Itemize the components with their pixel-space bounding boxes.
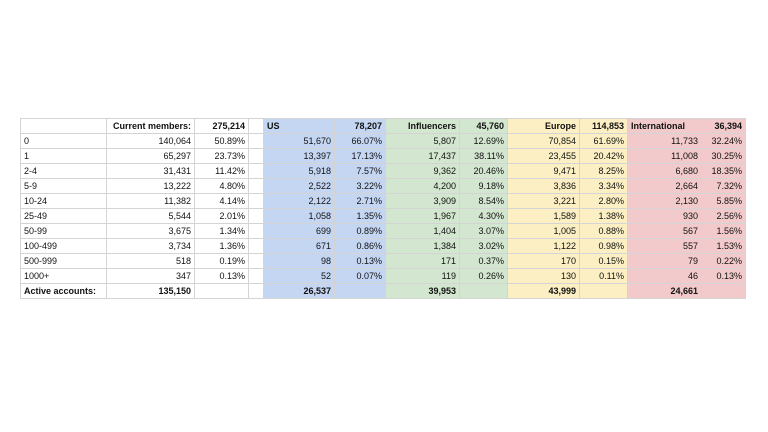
us-active[interactable]: 26,537	[264, 284, 335, 299]
international-label[interactable]: International	[628, 119, 702, 134]
influencers-count-cell[interactable]: 3,909	[386, 194, 460, 209]
us-pct-cell[interactable]: 66.07%	[335, 134, 386, 149]
influencers-count-cell[interactable]: 171	[386, 254, 460, 269]
influencers-count-cell[interactable]: 1,384	[386, 239, 460, 254]
spacer-cell[interactable]	[249, 254, 264, 269]
all-pct-cell[interactable]: 0.13%	[195, 269, 249, 284]
international-pct-cell[interactable]: 30.25%	[702, 149, 746, 164]
europe-active[interactable]: 43,999	[508, 284, 580, 299]
all-pct-cell[interactable]: 1.36%	[195, 239, 249, 254]
all-pct-cell[interactable]: 11.42%	[195, 164, 249, 179]
us-pct-cell[interactable]: 3.22%	[335, 179, 386, 194]
europe-pct-cell[interactable]: 8.25%	[580, 164, 628, 179]
europe-count-cell[interactable]: 170	[508, 254, 580, 269]
table-row	[21, 149, 746, 164]
europe-count-cell[interactable]: 1,122	[508, 239, 580, 254]
international-pct-cell[interactable]: 1.56%	[702, 224, 746, 239]
europe-pct-cell[interactable]: 1.38%	[580, 209, 628, 224]
us-count-cell[interactable]: 13,397	[264, 149, 335, 164]
bucket-cell[interactable]: 1000+	[21, 269, 107, 284]
footer-row	[21, 284, 746, 299]
europe-pct-cell[interactable]: 3.34%	[580, 179, 628, 194]
us-count-cell[interactable]: 2,122	[264, 194, 335, 209]
europe-count-cell[interactable]: 9,471	[508, 164, 580, 179]
all-count-cell[interactable]: 13,222	[107, 179, 195, 194]
table-row	[21, 194, 746, 209]
europe-count-cell[interactable]: 130	[508, 269, 580, 284]
international-active[interactable]: 24,661	[628, 284, 702, 299]
international-count-cell[interactable]: 930	[628, 209, 702, 224]
all-pct-cell[interactable]: 1.34%	[195, 224, 249, 239]
influencers-pct-cell[interactable]: 3.02%	[460, 239, 508, 254]
active-accounts-label[interactable]: Active accounts:	[21, 284, 107, 299]
header-row	[21, 119, 746, 134]
all-pct-cell[interactable]: 4.14%	[195, 194, 249, 209]
influencers-pct-cell[interactable]: 4.30%	[460, 209, 508, 224]
all-count-cell[interactable]: 3,734	[107, 239, 195, 254]
europe-count-cell[interactable]: 1,589	[508, 209, 580, 224]
influencers-total[interactable]: 45,760	[460, 119, 508, 134]
all-pct-cell[interactable]: 50.89%	[195, 134, 249, 149]
spacer-cell[interactable]	[249, 194, 264, 209]
influencers-count-cell[interactable]: 119	[386, 269, 460, 284]
active-accounts-total[interactable]: 135,150	[107, 284, 195, 299]
us-count-cell[interactable]: 98	[264, 254, 335, 269]
empty-cell[interactable]	[195, 284, 249, 299]
international-count-cell[interactable]: 11,008	[628, 149, 702, 164]
us-count-cell[interactable]: 51,670	[264, 134, 335, 149]
influencers-count-cell[interactable]: 1,967	[386, 209, 460, 224]
all-count-cell[interactable]: 5,544	[107, 209, 195, 224]
international-pct-cell[interactable]: 1.53%	[702, 239, 746, 254]
current-members-total[interactable]: 275,214	[195, 119, 249, 134]
members-table	[20, 118, 746, 299]
spreadsheet	[20, 118, 746, 299]
all-count-cell[interactable]: 65,297	[107, 149, 195, 164]
influencers-active[interactable]: 39,953	[386, 284, 460, 299]
europe-pct-cell[interactable]: 61.69%	[580, 134, 628, 149]
spacer-cell[interactable]	[249, 284, 264, 299]
us-count-cell[interactable]: 2,522	[264, 179, 335, 194]
europe-label[interactable]: Europe	[508, 119, 580, 134]
us-pct-cell[interactable]: 2.71%	[335, 194, 386, 209]
europe-pct-cell[interactable]: 0.11%	[580, 269, 628, 284]
spacer-cell[interactable]	[249, 164, 264, 179]
all-count-cell[interactable]: 3,675	[107, 224, 195, 239]
europe-count-cell[interactable]: 70,854	[508, 134, 580, 149]
spacer-cell[interactable]	[249, 149, 264, 164]
influencers-pct-cell[interactable]: 8.54%	[460, 194, 508, 209]
international-count-cell[interactable]: 2,664	[628, 179, 702, 194]
influencers-pct-cell[interactable]: 20.46%	[460, 164, 508, 179]
bucket-cell[interactable]: 10-24	[21, 194, 107, 209]
international-pct-cell[interactable]: 0.22%	[702, 254, 746, 269]
table-row	[21, 239, 746, 254]
empty-cell[interactable]	[580, 284, 628, 299]
us-pct-cell[interactable]: 1.35%	[335, 209, 386, 224]
bucket-cell[interactable]: 5-9	[21, 179, 107, 194]
us-pct-cell[interactable]: 7.57%	[335, 164, 386, 179]
bucket-cell[interactable]: 25-49	[21, 209, 107, 224]
influencers-pct-cell[interactable]: 12.69%	[460, 134, 508, 149]
europe-total[interactable]: 114,853	[580, 119, 628, 134]
table-row	[21, 224, 746, 239]
us-pct-cell[interactable]: 17.13%	[335, 149, 386, 164]
international-count-cell[interactable]: 11,733	[628, 134, 702, 149]
europe-pct-cell[interactable]: 0.88%	[580, 224, 628, 239]
international-count-cell[interactable]: 2,130	[628, 194, 702, 209]
international-count-cell[interactable]: 46	[628, 269, 702, 284]
all-count-cell[interactable]: 140,064	[107, 134, 195, 149]
europe-count-cell[interactable]: 1,005	[508, 224, 580, 239]
influencers-count-cell[interactable]: 9,362	[386, 164, 460, 179]
empty-cell[interactable]	[460, 284, 508, 299]
international-count-cell[interactable]: 6,680	[628, 164, 702, 179]
all-count-cell[interactable]: 347	[107, 269, 195, 284]
influencers-count-cell[interactable]: 5,807	[386, 134, 460, 149]
us-pct-cell[interactable]: 0.89%	[335, 224, 386, 239]
europe-count-cell[interactable]: 3,221	[508, 194, 580, 209]
us-total[interactable]: 78,207	[335, 119, 386, 134]
influencers-label[interactable]: Influencers	[386, 119, 460, 134]
all-count-cell[interactable]: 31,431	[107, 164, 195, 179]
international-pct-cell[interactable]: 18.35%	[702, 164, 746, 179]
bucket-cell[interactable]: 50-99	[21, 224, 107, 239]
europe-pct-cell[interactable]: 0.15%	[580, 254, 628, 269]
bucket-cell[interactable]: 0	[21, 134, 107, 149]
spacer-cell[interactable]	[249, 209, 264, 224]
us-pct-cell[interactable]: 0.86%	[335, 239, 386, 254]
spacer-cell[interactable]	[249, 119, 264, 134]
influencers-count-cell[interactable]: 4,200	[386, 179, 460, 194]
influencers-count-cell[interactable]: 17,437	[386, 149, 460, 164]
all-count-cell[interactable]: 11,382	[107, 194, 195, 209]
table-row	[21, 254, 746, 269]
influencers-pct-cell[interactable]: 3.07%	[460, 224, 508, 239]
international-total[interactable]: 36,394	[702, 119, 746, 134]
europe-pct-cell[interactable]: 20.42%	[580, 149, 628, 164]
us-pct-cell[interactable]: 0.13%	[335, 254, 386, 269]
us-count-cell[interactable]: 699	[264, 224, 335, 239]
spacer-cell[interactable]	[249, 239, 264, 254]
us-count-cell[interactable]: 5,918	[264, 164, 335, 179]
international-pct-cell[interactable]: 2.56%	[702, 209, 746, 224]
influencers-pct-cell[interactable]: 0.26%	[460, 269, 508, 284]
table-row	[21, 179, 746, 194]
us-pct-cell[interactable]: 0.07%	[335, 269, 386, 284]
all-count-cell[interactable]: 518	[107, 254, 195, 269]
table-row	[21, 134, 746, 149]
bucket-cell[interactable]: 2-4	[21, 164, 107, 179]
europe-pct-cell[interactable]: 0.98%	[580, 239, 628, 254]
influencers-pct-cell[interactable]: 9.18%	[460, 179, 508, 194]
spacer-cell[interactable]	[249, 134, 264, 149]
influencers-count-cell[interactable]: 1,404	[386, 224, 460, 239]
international-pct-cell[interactable]: 0.13%	[702, 269, 746, 284]
table-row	[21, 164, 746, 179]
all-pct-cell[interactable]: 23.73%	[195, 149, 249, 164]
all-pct-cell[interactable]: 2.01%	[195, 209, 249, 224]
international-pct-cell[interactable]: 32.24%	[702, 134, 746, 149]
table-row	[21, 209, 746, 224]
spacer-cell[interactable]	[249, 224, 264, 239]
influencers-pct-cell[interactable]: 0.37%	[460, 254, 508, 269]
bucket-cell[interactable]: 500-999	[21, 254, 107, 269]
spacer-cell[interactable]	[249, 179, 264, 194]
empty-cell[interactable]	[335, 284, 386, 299]
spacer-cell[interactable]	[249, 269, 264, 284]
bucket-cell[interactable]: 1	[21, 149, 107, 164]
bucket-header-cell[interactable]	[21, 119, 107, 134]
europe-count-cell[interactable]: 3,836	[508, 179, 580, 194]
all-pct-cell[interactable]: 0.19%	[195, 254, 249, 269]
europe-count-cell[interactable]: 23,455	[508, 149, 580, 164]
us-count-cell[interactable]: 1,058	[264, 209, 335, 224]
us-count-cell[interactable]: 671	[264, 239, 335, 254]
bucket-cell[interactable]: 100-499	[21, 239, 107, 254]
international-count-cell[interactable]: 79	[628, 254, 702, 269]
data-rows	[21, 134, 746, 284]
us-count-cell[interactable]: 52	[264, 269, 335, 284]
empty-cell[interactable]	[702, 284, 746, 299]
table-row	[21, 269, 746, 284]
international-count-cell[interactable]: 557	[628, 239, 702, 254]
europe-pct-cell[interactable]: 2.80%	[580, 194, 628, 209]
current-members-label[interactable]: Current members:	[107, 119, 195, 134]
us-label[interactable]: US	[264, 119, 335, 134]
influencers-pct-cell[interactable]: 38.11%	[460, 149, 508, 164]
all-pct-cell[interactable]: 4.80%	[195, 179, 249, 194]
international-pct-cell[interactable]: 7.32%	[702, 179, 746, 194]
international-count-cell[interactable]: 567	[628, 224, 702, 239]
international-pct-cell[interactable]: 5.85%	[702, 194, 746, 209]
